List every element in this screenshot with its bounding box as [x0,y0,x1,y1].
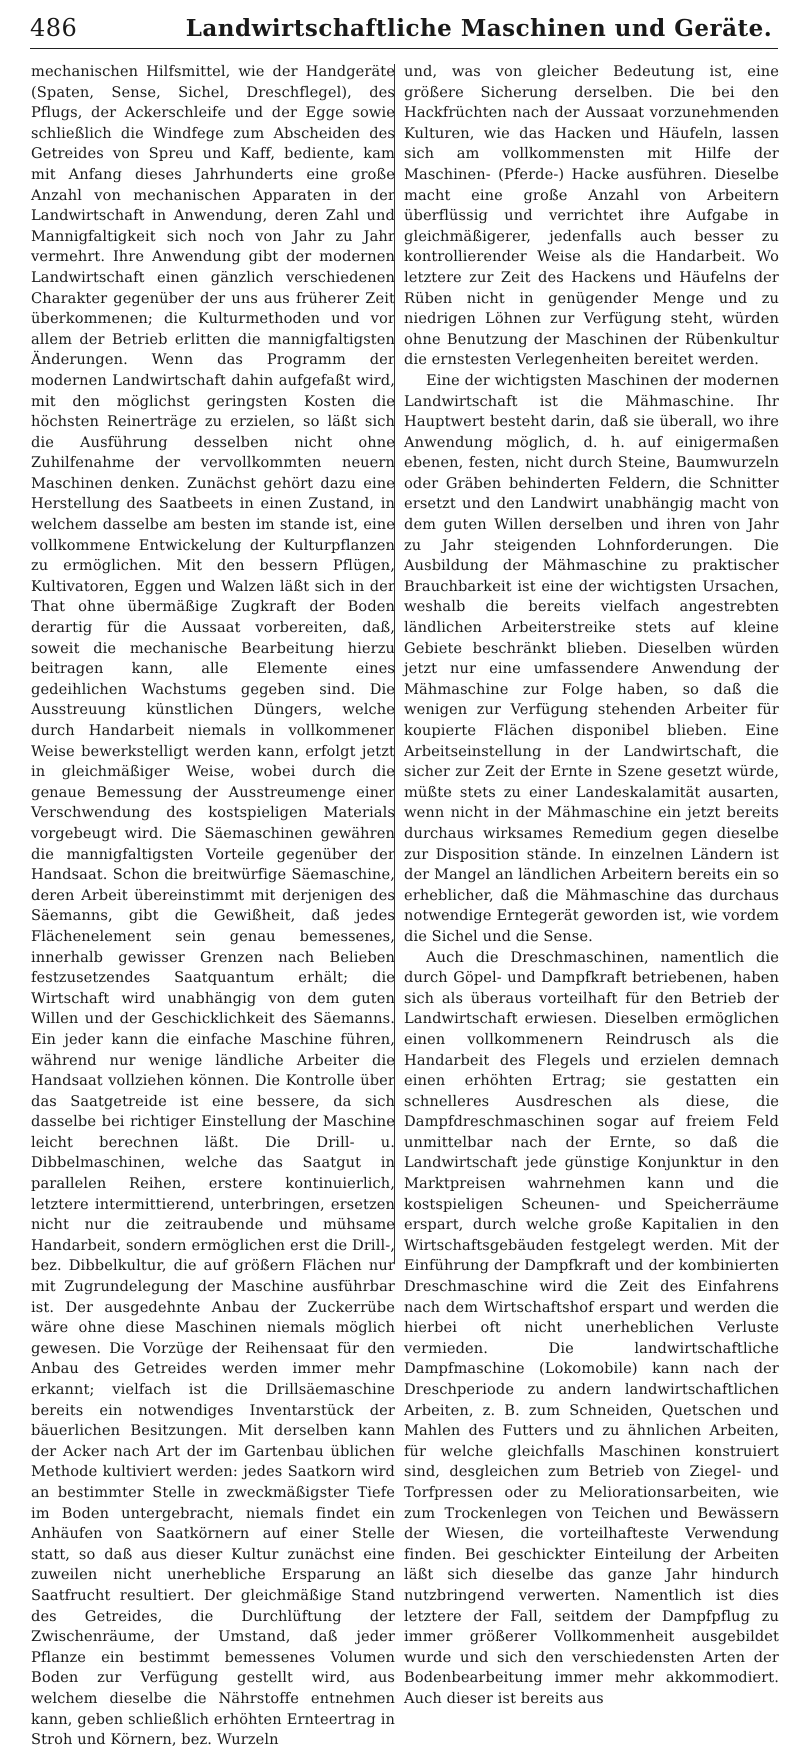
column-divider [394,64,395,1264]
right-paragraph-3: Auch die Dreschmaschinen, namentlich die durch Göpel- und Dampfkraft betriebenen, haben sich als überaus vorteilhaft für den Betrieb der Landwirtschaft erwiesen. Dieselben ermöglichen einen vollkommenern Reindrusch als die Handarbeit des Flegels und erzielen demnach einen erhöhten Ertrag; sie gestatten ein schnelleres Ausdreschen als diese, die Dampfdreschmaschinen sogar auf freiem Feld unmittelbar nach der Ernte, so daß die Landwirtschaft jede günstige Konjunktur in den Marktpreisen wahrnehmen kann und die kostspieligen Scheunen- und Speicherräume erspart, durch welche große Kapitalien in den Wirtschaftsgebäuden festgelegt werden. Mit der Einführung der Dampfkraft und der kombinierten Dreschmaschine wird die Zeit des Einfahrens nach dem Wirtschaftshof erspart und werden die hierbei oft nicht unerheblichen Verluste vermieden. Die landwirtschaftliche Dampfmaschine (Lokomobile) kann nach der Dreschperiode zu andern landwirtschaftlichen Arbeiten, z. B. zum Schneiden, Quetschen und Mahlen des Futters und zu ähnlichen Arbeiten, für welche gleichfalls Maschinen konstruiert sind, desgleichen zum Betrieb von Ziegel- und Torfpressen oder zu Meliorationsarbeiten, wie zum Trockenlegen von Teichen und Bewässern der Wiesen, die vorteilhafteste Verwendung finden. Bei geschickter Einteilung der Arbeiten läßt sich dieselbe das ganze Jahr hindurch nutzbringend verwerten. Namentlich ist dies letztere der Fall, seitdem der Dampfpflug zu immer größerer Vollkommenheit ausgebildet wurde und sich den verschiedensten Arten der Bodenbearbeitung immer mehr akkommodiert. Auch dieser ist bereits aus [404,948,779,1707]
right-paragraph-2: Eine der wichtigsten Maschinen der modernen Landwirtschaft ist die Mähmaschine. Ihr Hauptwert besteht darin, daß sie überall, wo ihre Anwendung möglich, d. h. auf einigermaßen ebenen, festen, nicht durch Steine, Baumwurzeln oder Gräben behinderten Feldern, die Schnitter ersetzt und den Landwirt unabhängig macht von dem guten Willen derselben und ihren von Jahr zu Jahr steigenden Lohnforderungen. Die Ausbildung der Mähmaschine zu praktischer Brauchbarkeit ist eine der wichtigsten Ursachen, weshalb die bereits vielfach angestrebten ländlichen Arbeiterstreike stets auf kleine Gebiete beschränkt blieben. Dieselben würden jetzt nur eine umfassendere Anwendung der Mähmaschine zur Folge haben, so daß die wenigen zur Verfügung stehenden Arbeiter für koupierte Flächen disponibel blieben. Eine Arbeitseinstellung in der Landwirtschaft, die sicher zur Zeit der Ernte in Szene gesetzt würde, müßte stets zu einer Landeskalamität ausarten, wenn nicht in der Mähmaschine ein jetzt bereits durchaus wirksames Remedium gegen dieselbe zur Disposition stände. In einzelnen Ländern ist der Mangel an ländlichen Arbeitern bereits ein so erheblicher, daß die Mähmaschine das durchaus notwendige Erntegerät geworden ist, wie vordem die Sichel und die Sense. [404,371,779,945]
right-paragraph-1: und, was von gleicher Bedeutung ist, eine größere Sicherung derselben. Die bei den Hackfrüchten nach der Aussaat vorzunehmenden Kulturen, wie das Hacken und Häufeln, lassen sich am vollkommensten mit Hilfe der Maschinen- (Pferde-) Hacke ausführen. Dieselbe macht eine große Anzahl von Arbeitern überflüssig und verrichtet ihre Aufgabe in gleichmäßigerer, jedenfalls auch besser zu kontrollierender Weise als die Handarbeit. Wo letztere zur Zeit des Hackens und Häufelns der Rüben nicht in genügender Menge und zu niedrigen Löhnen zur Verfügung steht, würden ohne Benutzung der Maschinen der Rübenkultur die ernstesten Verlegenheiten bereitet werden. [404,63,779,369]
left-column [31,62,395,1751]
right-column [404,62,779,1710]
running-title: Landwirtschaftliche Maschinen und Geräte. [185,15,773,42]
page-header [30,8,778,49]
page-number: 486 [30,14,78,42]
left-paragraph-1: mechanischen Hilfsmittel, wie der Handgeräte (Spaten, Sense, Sichel, Dreschflegel), des Pflugs, der Ackerschleife und der Egge sowie schließlich die Windfege zum Abscheiden des Getreides von Spreu und Kaff, bediente, kam mit Anfang dieses Jahrhunderts eine große Anzahl von mechanischen Apparaten in der Landwirtschaft in Anwendung, deren Zahl und Mannigfaltigkeit sich noch von Jahr zu Jahr vermehrt. Ihre Anwendung gibt der modernen Landwirtschaft einen gänzlich verschiedenen Charakter gegenüber der uns aus früherer Zeit überkommenen; die Kulturmethoden und vor allem der Betrieb erlitten die mannigfaltigsten Änderungen. Wenn das Programm der modernen Landwirtschaft dahin aufgefaßt wird, mit den möglichst geringsten Kosten die höchsten Reinerträge zu erzielen, so läßt sich die Ausführung desselben nicht ohne Zuhilfenahme der vervollkommten neuern Maschinen denken. Zunächst gehört dazu eine Herstellung des Saatbeets in einen Zustand, in welchem dasselbe am besten im stande ist, eine vollkommene Entwickelung der Kulturpflanzen zu ermöglichen. Mit den bessern Pflügen, Kultivatoren, Eggen und Walzen läßt sich in der That ohne übermäßige Zugkraft der Boden derartig für die Aussaat vorbereiten, daß, soweit die mechanische Bearbeitung hierzu beitragen kann, alle Elemente eines gedeihlichen Wachstums gegeben sind. Die Ausstreuung künstlichen Düngers, welche durch Handarbeit niemals in vollkommener Weise bewerkstelligt werden kann, erfolgt jetzt in gleichmäßiger Weise, wobei durch die genaue Bemessung der Ausstreumenge einer Verschwendung des kostspieligen Materials vorgebeugt wird. Die Säemaschinen gewähren die mannigfaltigsten Vorteile gegenüber der Handsaat. Schon die breitwürfige Säemaschine, deren Arbeit übereinstimmt mit derjenigen des Säemanns, gibt die Gewißheit, daß jedes Flächenelement sein genau bemessenes, innerhalb gewisser Grenzen nach Belieben festzusetzendes Saatquantum erhält; die Wirtschaft wird unabhängig von dem guten Willen und der Geschicklichkeit des Säemanns. Ein jeder kann die einfache Maschine führen, während nur wenige ländliche Arbeiter die Handsaat vollziehen können. Die Kontrolle über das Saatgetreide ist eine bessere, da sich dasselbe bei richtiger Einstellung der Maschine leicht berechnen läßt. Die Drill- u. Dibbelmaschinen, welche das Saatgut in parallelen Reihen, erstere kontinuierlich, letztere intermittierend, unterbringen, ersetzen nicht nur die zeitraubende und mühsame Handarbeit, sondern ermöglichen erst die Drill-, bez. Dibbelkultur, die auf größern Flächen nur mit Zugrundelegung der Maschine ausführbar ist. Der ausgedehnte Anbau der Zuckerrübe wäre ohne diese Maschinen niemals möglich gewesen. Die Vorzüge der Reihensaat für den Anbau des Getreides werden immer mehr erkannt; vielfach ist die Drillsäemaschine bereits ein notwendiges Inventarstück der bäuerlichen Besitzungen. Mit derselben kann der Acker nach Art der im Gartenbau üblichen Methode kultiviert werden: jedes Saatkorn wird an bestimmter Stelle in zweckmäßigster Tiefe im Boden untergebracht, niemals findet ein Anhäufen von Saatkörnern auf einer Stelle statt, so daß aus dieser Kultur zunächst eine zuweilen nicht unerhebliche Ersparung an Saatfrucht resultiert. Der gleichmäßige Stand des Getreides, die Durchlüftung der Zwischenräume, der Umstand, daß jeder Pflanze ein bestimmt bemessenes Volumen Boden zur Verfügung gestellt wird, aus welchem dieselbe die Nährstoffe entnehmen kann, geben schließlich erhöhten Ernteertrag in Stroh und Körnern, bez. Wurzeln [31,63,395,1749]
